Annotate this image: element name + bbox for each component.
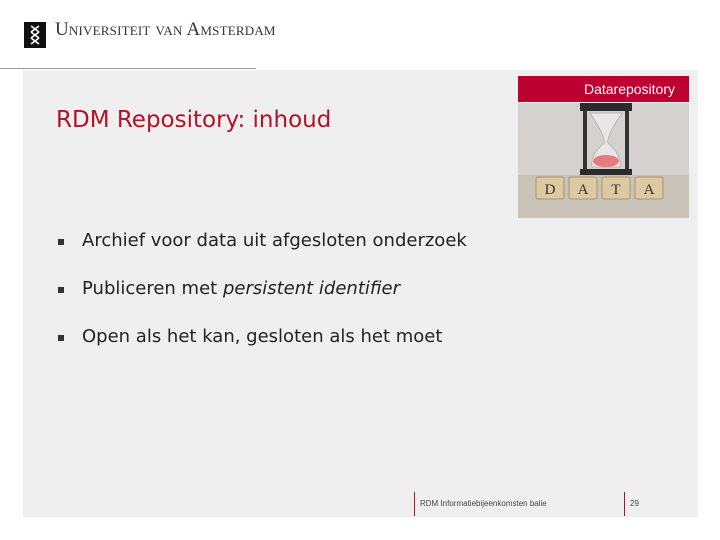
tile-letter: T xyxy=(611,182,621,198)
uva-logo-icon xyxy=(24,22,46,48)
section-banner-label: Datarepository xyxy=(583,81,675,97)
page-number: 29 xyxy=(630,499,639,508)
slide-title: RDM Repository: inhoud xyxy=(56,107,332,133)
bullet-square-icon xyxy=(58,287,64,293)
footer-divider xyxy=(414,492,415,516)
footer-divider xyxy=(624,492,625,516)
footer-text: RDM Informatiebijeenkomsten balie xyxy=(420,499,547,508)
bullet-square-icon xyxy=(58,335,64,341)
university-name: Universiteit van Amsterdam xyxy=(55,19,276,40)
hourglass-data-photo xyxy=(518,103,689,218)
bullet-text: Archief voor data uit afgesloten onderzoek xyxy=(82,230,467,251)
bullet-text: Open als het kan, gesloten als het moet xyxy=(82,326,443,347)
header-divider xyxy=(0,68,256,69)
tile-letter: A xyxy=(577,182,589,198)
bullet-text: Publiceren met persistent identifier xyxy=(82,278,400,299)
section-banner xyxy=(518,76,689,102)
tile-letter: D xyxy=(544,182,556,198)
bullet-square-icon xyxy=(58,239,64,245)
tile-letter: A xyxy=(643,182,655,198)
